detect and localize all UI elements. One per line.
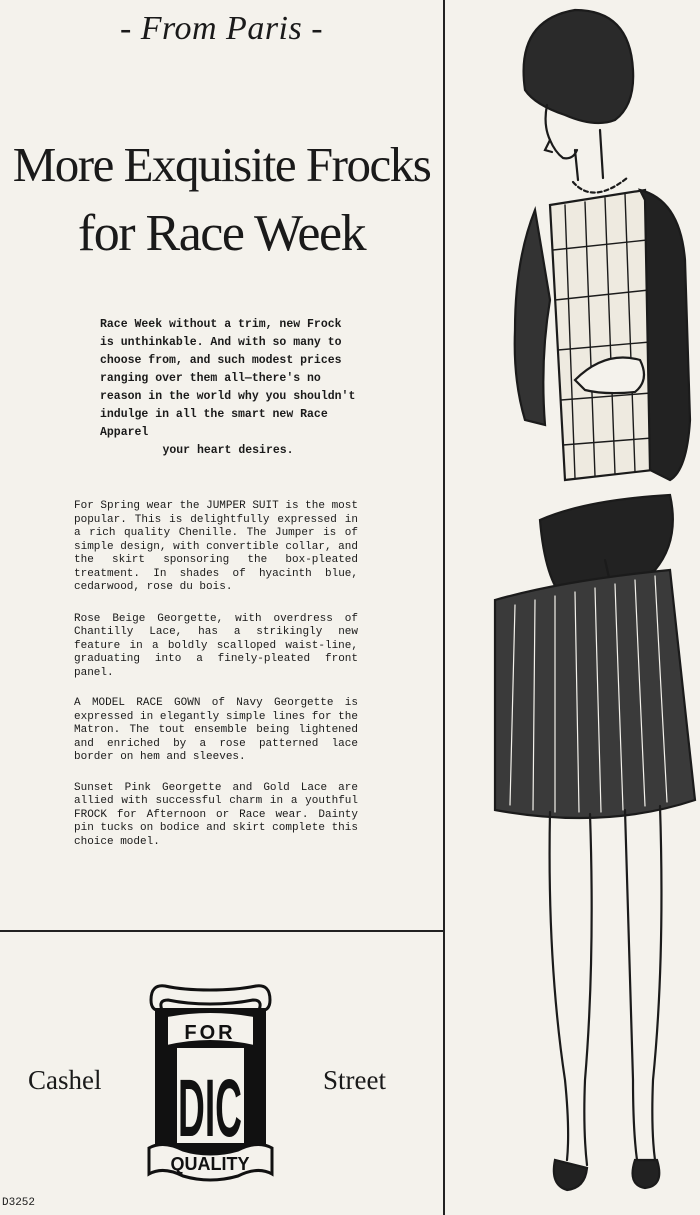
paragraph-jumper-suit: For Spring wear the JUMPER SUIT is the most popular. This is delightfully expressed in a rich quality Chenille. The Jumper is of simple design, with convertible collar, and the skirt sponsoring the box-pleated treatment. In shades of hyacinth blue, cedarwood, rose du bois. (74, 500, 358, 593)
headline-line-2: for Race Week (77, 205, 366, 262)
headline-line-1: More Exquisite Frocks (12, 137, 431, 192)
dic-quality-logo-icon (143, 978, 278, 1193)
paragraph-rose-beige: Rose Beige Georgette, with overdress of Chantilly Lace, has a strikingly new feature in a boldly scalloped waist-line, graduating into a finely-pleated front panel. (74, 612, 358, 679)
paragraph-race-gown: A MODEL RACE GOWN of Navy Georgette is expressed in elegantly simple lines for the Matron. The tout ensemble being lightened and enriched by a rose patterned lace border on hem and sleeves. (74, 697, 358, 763)
fashion-illustration-icon (455, 0, 700, 1215)
ad-code: D3252 (2, 1197, 36, 1209)
intro-text: Race Week without a trim, new Frock is unthinkable. And with so many to choose from, and such modest prices ranging over them all—there's no reason in the world why you shouldn't indulge in all the smart new Race Apparel (100, 318, 356, 439)
body-copy (74, 500, 358, 866)
vertical-rule (443, 0, 445, 1215)
tagline: - From Paris - (119, 10, 324, 47)
footer-cashel: Cashel (28, 1065, 102, 1095)
intro-paragraph (100, 316, 356, 460)
logo-quality-text: QUALITY (170, 1154, 250, 1174)
paragraph-sunset-pink: Sunset Pink Georgette and Gold Lace are allied with successful charm in a youthful FROCK for Afternoon or Race wear. Dainty pin tucks on bodice and skirt complete this choice model. (74, 781, 358, 848)
horizontal-rule (0, 930, 443, 932)
logo-for-text: FOR (184, 1022, 236, 1044)
intro-last-line: your heart desires. (162, 444, 294, 457)
footer-street: Street (323, 1065, 386, 1095)
logo-dic-text: DIC (178, 1063, 242, 1154)
